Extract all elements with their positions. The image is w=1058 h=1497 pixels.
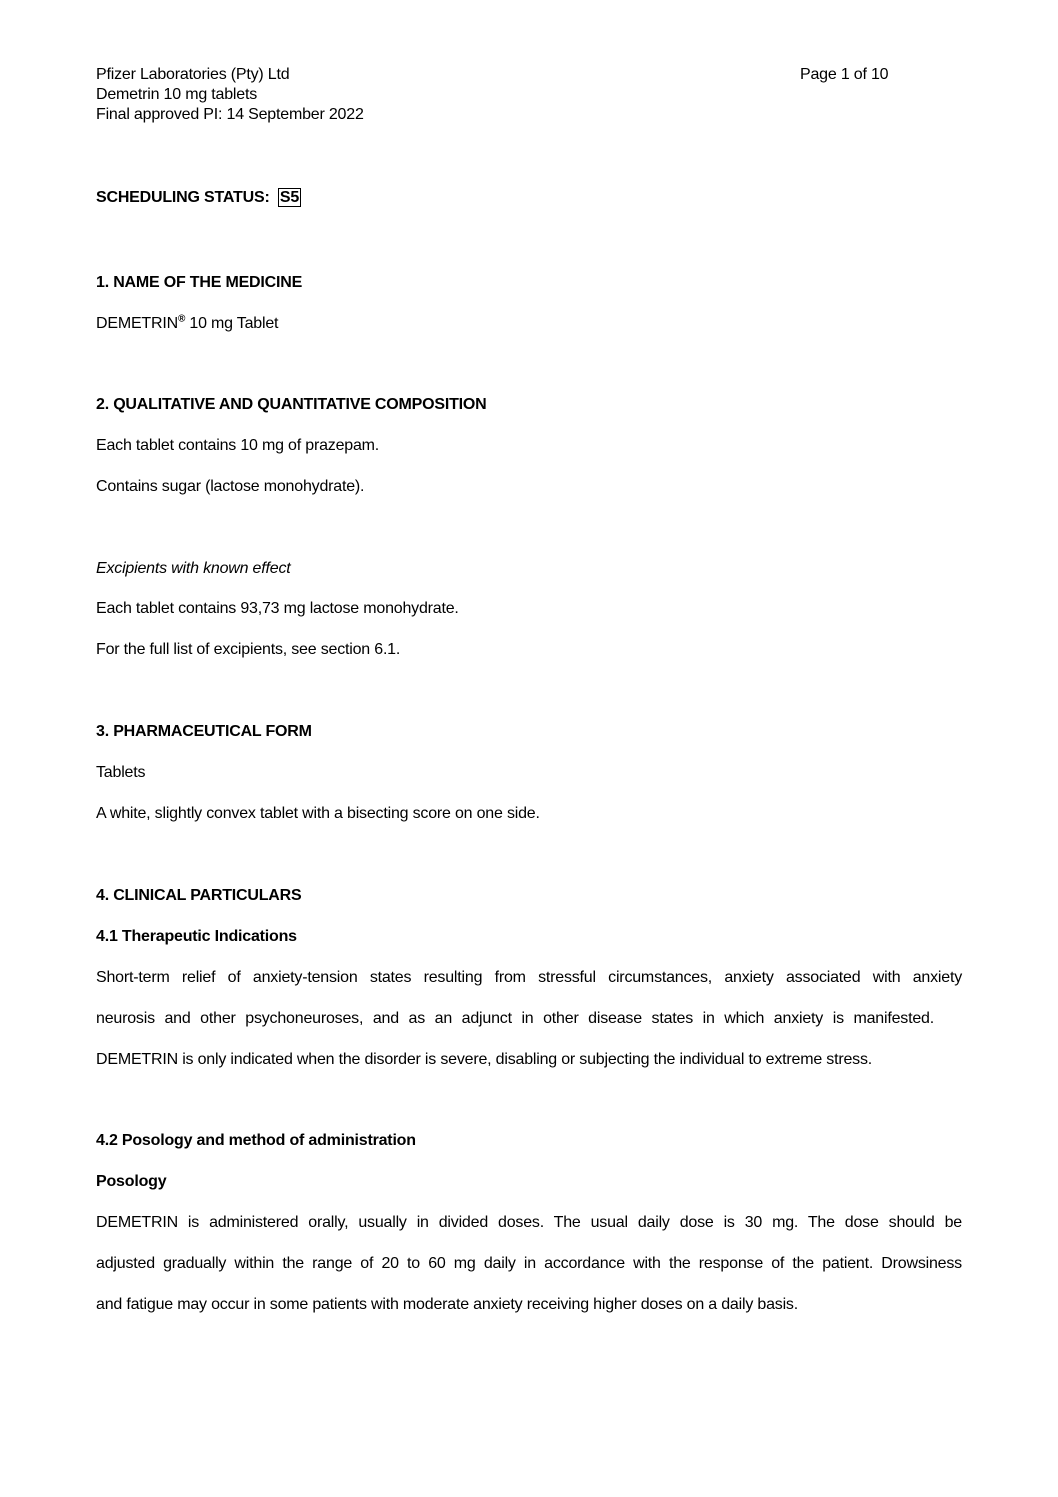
section-4-heading: 4. CLINICAL PARTICULARS xyxy=(96,887,302,904)
section-4-1-heading: 4.1 Therapeutic Indications xyxy=(96,928,297,945)
posology-heading: Posology xyxy=(96,1173,167,1190)
brand-name: DEMETRIN xyxy=(96,315,178,332)
paragraph: For the full list of excipients, see section 6.1. xyxy=(96,641,401,658)
scheduling-value: S5 xyxy=(279,189,300,206)
paragraph: Each tablet contains 93,73 mg lactose monohydrate. xyxy=(96,600,459,617)
scheduling-status xyxy=(96,188,301,208)
paragraph-line: and fatigue may occur in some patients with moderate anxiety receiving higher doses on a daily basis. xyxy=(96,1296,798,1313)
paragraph-line: neurosis and other psychoneuroses, and as an adjunct in other disease states in which anxiety is manifested. xyxy=(96,1010,934,1027)
header-product: Demetrin 10 mg tablets xyxy=(96,86,258,103)
scheduling-label: SCHEDULING STATUS: xyxy=(96,189,270,206)
paragraph-line: DEMETRIN is administered orally, usually in divided doses. The usual daily dose is 30 mg. The dose should be xyxy=(96,1214,962,1231)
paragraph-line: DEMETRIN is only indicated when the disorder is severe, disabling or subjecting the individual to extreme stress. xyxy=(96,1051,872,1068)
medicine-strength: 10 mg Tablet xyxy=(185,315,279,332)
paragraph-line: adjusted gradually within the range of 20 to 60 mg daily in accordance with the response of the patient. Drowsiness xyxy=(96,1255,962,1272)
paragraph: A white, slightly convex tablet with a bisecting score on one side. xyxy=(96,805,540,822)
section-4-2-heading: 4.2 Posology and method of administration xyxy=(96,1132,416,1149)
header-approval: Final approved PI: 14 September 2022 xyxy=(96,106,364,123)
page-number: Page 1 of 10 xyxy=(800,66,889,83)
medicine-name xyxy=(96,314,278,334)
subheading: Excipients with known effect xyxy=(96,560,291,577)
paragraph: Each tablet contains 10 mg of prazepam. xyxy=(96,437,380,454)
paragraph-line: Short-term relief of anxiety-tension states resulting from stressful circumstances, anxiety associated with anxiety xyxy=(96,969,962,986)
paragraph: Contains sugar (lactose monohydrate). xyxy=(96,478,365,495)
paragraph: Tablets xyxy=(96,764,146,781)
section-1-heading: 1. NAME OF THE MEDICINE xyxy=(96,274,303,291)
section-3-heading: 3. PHARMACEUTICAL FORM xyxy=(96,723,312,740)
header-company: Pfizer Laboratories (Pty) Ltd xyxy=(96,66,290,83)
section-2-heading: 2. QUALITATIVE AND QUANTITATIVE COMPOSITION xyxy=(96,396,487,413)
registered-mark: ® xyxy=(177,313,186,325)
